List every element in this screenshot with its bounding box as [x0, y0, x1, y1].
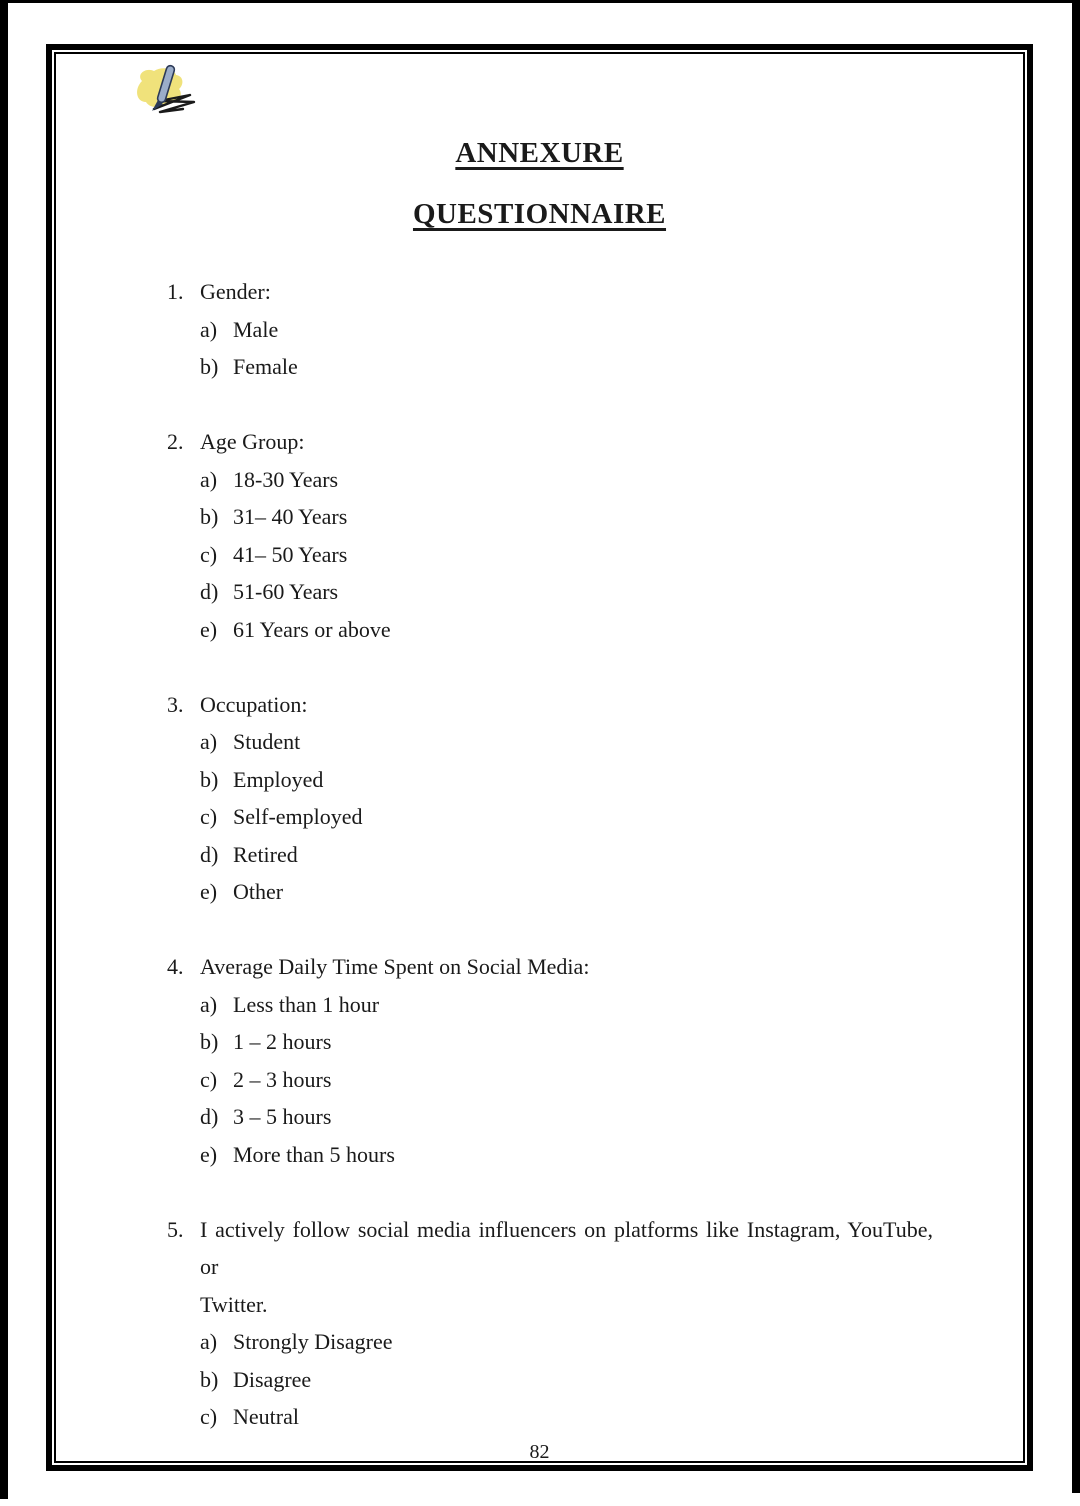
- question-text: Occupation:: [200, 691, 308, 717]
- option-item: [200, 1023, 933, 1061]
- question-text: Gender:: [200, 279, 271, 304]
- option-text: Strongly Disagree: [233, 1329, 393, 1354]
- questionnaire-title: QUESTIONNAIRE: [412, 198, 667, 230]
- option-letter: a): [200, 991, 218, 1017]
- option-text: 3 – 5 hours: [233, 1104, 332, 1129]
- option-letter: c): [200, 541, 218, 567]
- option-letter: e): [200, 879, 218, 904]
- option-letter: b): [200, 504, 219, 529]
- option-text: Disagree: [233, 1366, 312, 1392]
- option-item: [200, 836, 933, 874]
- option-text: 31– 40 Years: [233, 504, 348, 529]
- option-text: Female: [233, 354, 298, 379]
- option-letter: d): [200, 1104, 219, 1129]
- option-letter: c): [200, 804, 218, 829]
- option-item: [200, 611, 933, 649]
- option-text: Student: [233, 729, 301, 754]
- option-item: [200, 1136, 933, 1174]
- option-text: Other: [233, 879, 284, 904]
- option-item: [200, 1361, 933, 1399]
- option-letter: b): [200, 1366, 219, 1392]
- question-age-group: [167, 423, 933, 648]
- option-item: [200, 461, 933, 499]
- option-text: Male: [233, 316, 279, 342]
- option-text: Employed: [233, 766, 324, 792]
- option-item: [200, 1061, 933, 1099]
- option-group: [200, 1323, 933, 1436]
- question-heading: [167, 948, 933, 986]
- option-item: [200, 1098, 933, 1136]
- option-item: [200, 311, 933, 349]
- question-text-line-2: Twitter.: [200, 1291, 268, 1317]
- option-group: [200, 986, 933, 1174]
- option-text: 18-30 Years: [233, 466, 339, 492]
- annexure-title: ANNEXURE: [455, 137, 624, 169]
- question-heading: [167, 273, 933, 311]
- option-letter: a): [200, 316, 218, 342]
- question-number: 3.: [167, 691, 184, 717]
- option-item: [200, 573, 933, 611]
- option-text: Less than 1 hour: [233, 991, 380, 1017]
- pen-scribble-icon: [126, 64, 206, 126]
- option-text: Neutral: [233, 1404, 299, 1429]
- option-letter: a): [200, 1329, 218, 1354]
- page-number: 82: [529, 1440, 550, 1461]
- question-daily-time: [167, 948, 933, 1173]
- scan-edge-left: [0, 0, 8, 1499]
- option-text: More than 5 hours: [233, 1141, 395, 1167]
- option-item: [200, 873, 933, 911]
- option-item: [200, 1323, 933, 1361]
- question-text: Age Group:: [200, 429, 305, 454]
- option-group: [200, 311, 933, 386]
- scan-edge-right: [1072, 0, 1080, 1493]
- question-number: 2.: [167, 429, 184, 454]
- option-letter: d): [200, 841, 219, 867]
- option-text: 51-60 Years: [233, 579, 339, 604]
- question-heading: [167, 686, 933, 724]
- question-occupation: [167, 686, 933, 911]
- question-text-line-1: I actively follow social media influencers on platforms like Instagram, YouTube, or: [200, 1216, 933, 1279]
- option-letter: a): [200, 729, 218, 754]
- page-frame-inner: [54, 52, 1025, 1463]
- option-text: 41– 50 Years: [233, 541, 348, 567]
- option-item: [200, 723, 933, 761]
- option-item: [200, 348, 933, 386]
- question-heading: [167, 1211, 933, 1324]
- question-number: 5.: [167, 1216, 184, 1242]
- option-item: [200, 1398, 933, 1436]
- option-item: [200, 536, 933, 574]
- scan-edge-top: [0, 0, 1080, 3]
- option-letter: d): [200, 579, 219, 604]
- option-letter: b): [200, 354, 219, 379]
- question-number: 4.: [167, 954, 184, 979]
- question-text: [200, 1211, 933, 1324]
- option-item: [200, 986, 933, 1024]
- question-gender: [167, 273, 933, 386]
- option-letter: e): [200, 1141, 218, 1167]
- question-heading: [167, 423, 933, 461]
- option-letter: c): [200, 1404, 218, 1429]
- option-letter: a): [200, 466, 218, 492]
- option-group: [200, 461, 933, 649]
- option-text: 1 – 2 hours: [233, 1029, 332, 1054]
- option-text: 2 – 3 hours: [233, 1066, 332, 1092]
- option-letter: b): [200, 1029, 219, 1054]
- question-text: Average Daily Time Spent on Social Media:: [200, 954, 590, 979]
- page-content: [56, 54, 1023, 1461]
- option-text: 61 Years or above: [233, 616, 391, 642]
- option-letter: b): [200, 766, 219, 792]
- option-item: [200, 498, 933, 536]
- question-list: [167, 273, 933, 1436]
- option-letter: e): [200, 616, 218, 642]
- question-follow-influencers: [167, 1211, 933, 1436]
- option-item: [200, 798, 933, 836]
- option-text: Retired: [233, 841, 298, 867]
- option-group: [200, 723, 933, 911]
- page-frame: [46, 44, 1033, 1471]
- option-letter: c): [200, 1066, 218, 1092]
- option-item: [200, 761, 933, 799]
- question-number: 1.: [167, 279, 184, 304]
- option-text: Self-employed: [233, 804, 363, 829]
